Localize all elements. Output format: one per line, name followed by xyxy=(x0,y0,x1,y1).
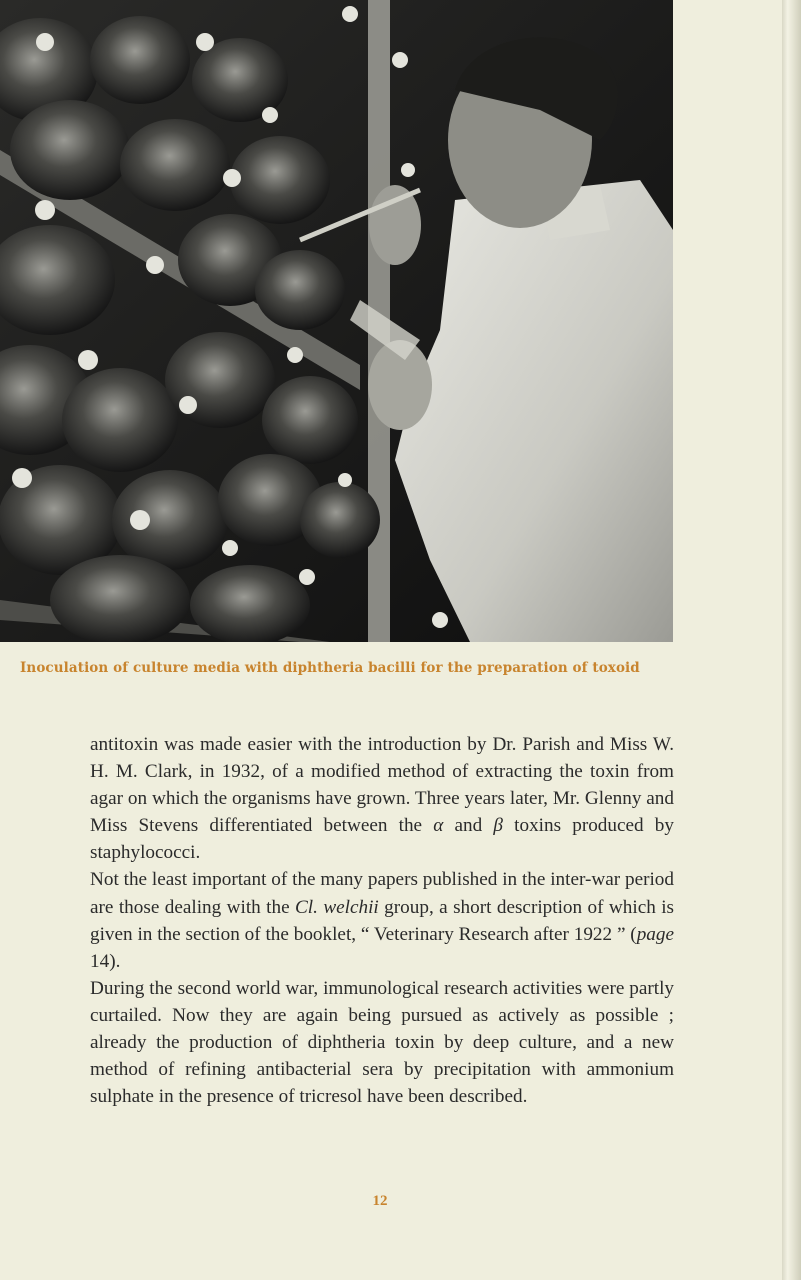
paragraph: During the second world war, immunological research activities were partly curtailed. Now they are again being pursued as actively as possible ; already the production of diphtheria toxin by deep culture, and a new method of refining antibacterial sera by precipitation with ammonium sulphate in the presence of tricresol have been described. xyxy=(90,977,674,1108)
page-number: 12 xyxy=(372,1193,388,1209)
laboratory-photo xyxy=(0,0,673,642)
photo-caption: Inoculation of culture media with diphtheria bacilli for the preparation of toxoid xyxy=(20,660,640,676)
paragraph: antitoxin was made easier with the introduction by Dr. Parish and Miss W. H. M. Clark, in 1932, of a modified method of extracting the toxin from agar on which the organisms have grown. Three years later, Mr. Glenny and Miss Stevens differentiated between the α and β toxins produced by staphylococci. xyxy=(90,734,674,864)
body-text xyxy=(90,731,674,1110)
paragraph: Not the least important of the many papers published in the inter-war period are those dealing with the Cl. welchii group, a short description of which is given in the section of the booklet, “ Veterinary Research after 1922 ” (page 14). xyxy=(90,869,675,972)
page-edge xyxy=(782,0,801,1280)
